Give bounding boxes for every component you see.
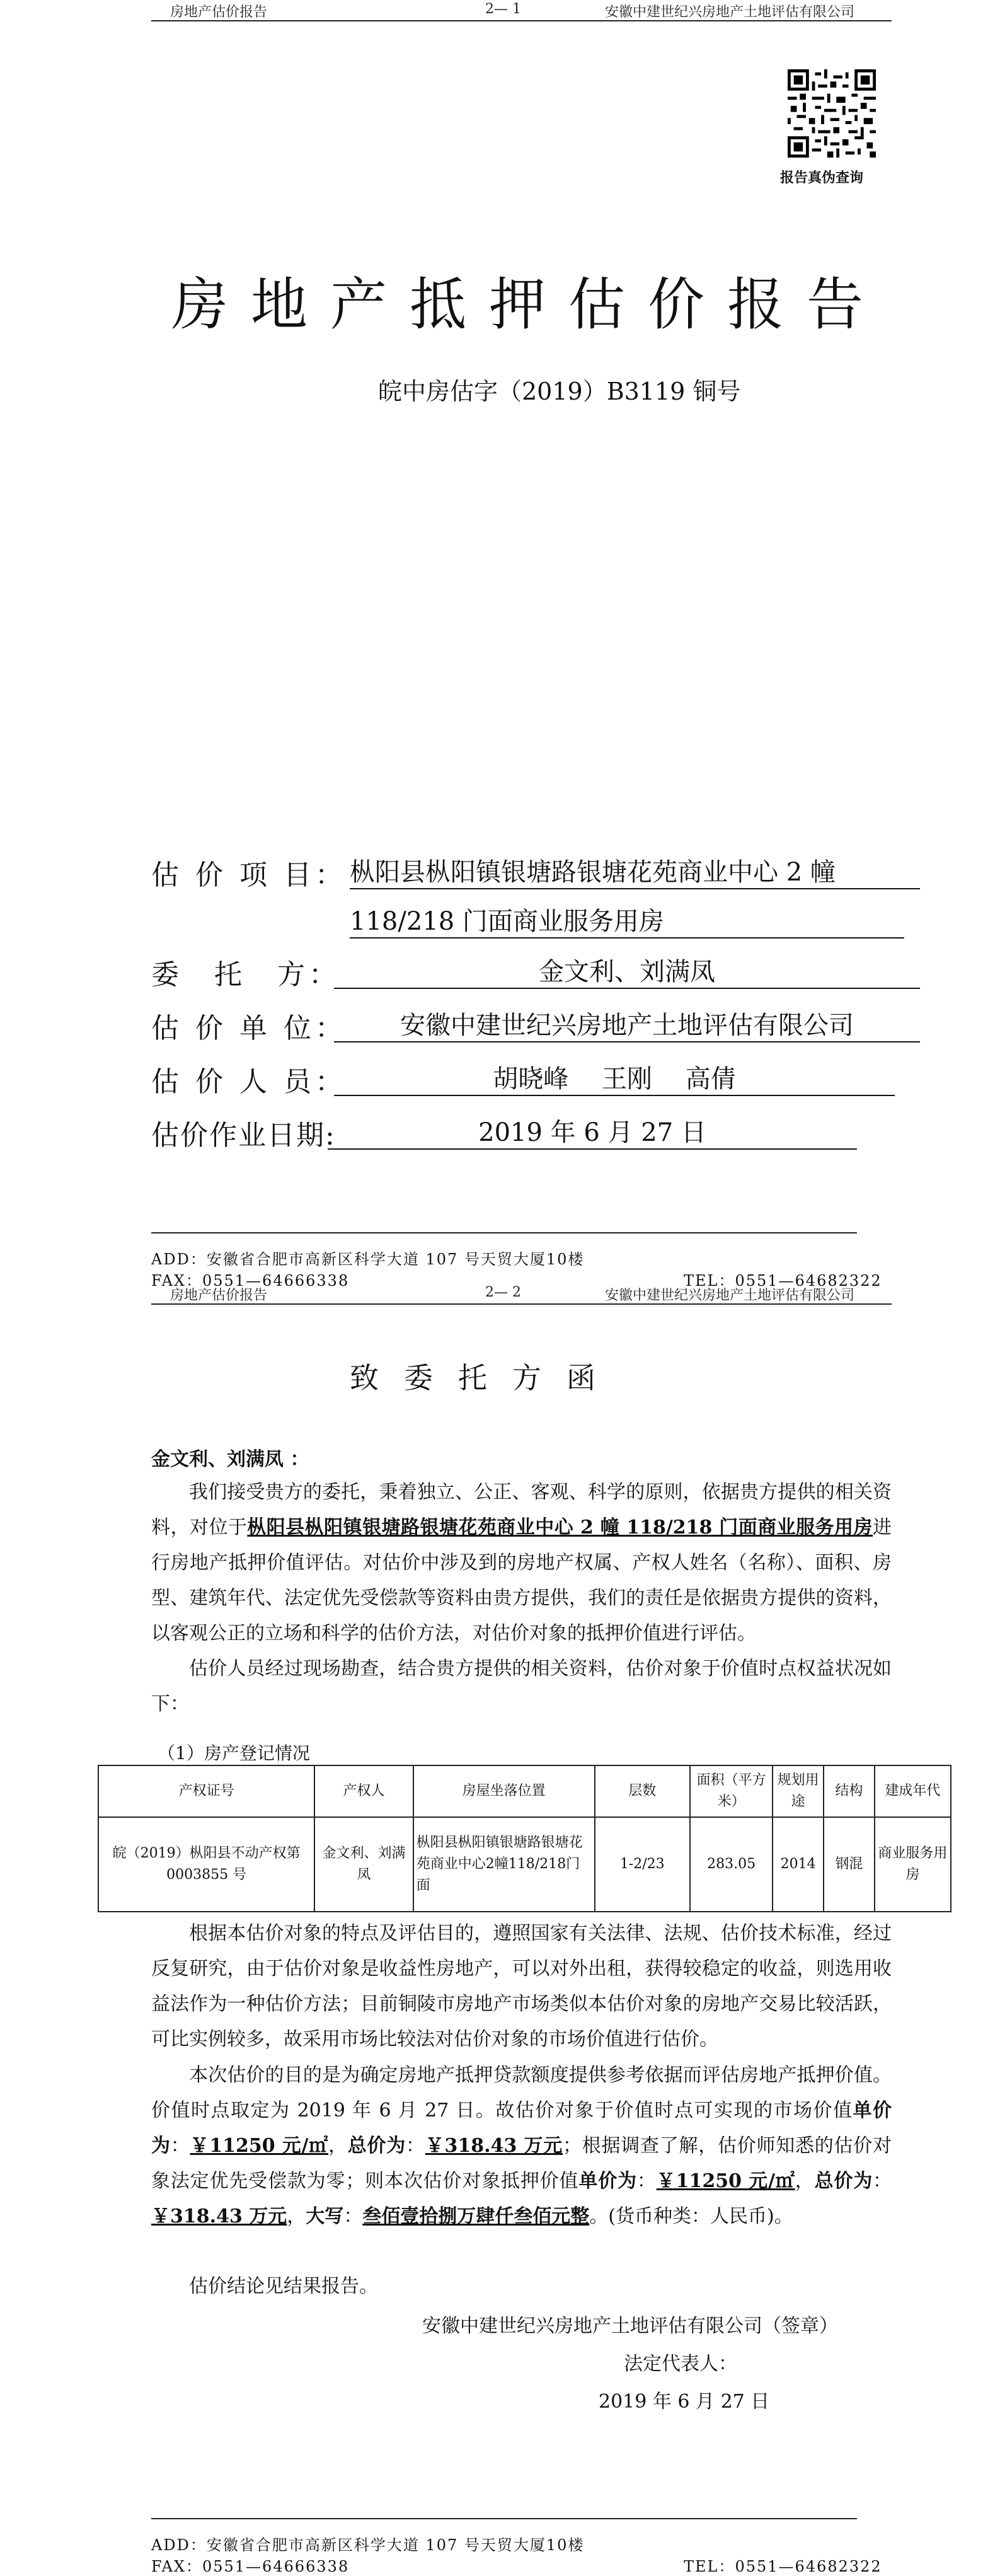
header-rule bbox=[151, 20, 892, 21]
report-number: 皖中房估字（2019）B3119 铜号 bbox=[378, 378, 741, 405]
table-cell-year: 2014 bbox=[773, 1817, 824, 1912]
footer-rule bbox=[151, 1232, 857, 1233]
paragraph-3: 根据本估价对象的特点及评估目的，遵照国家有关法律、法规、估价技术标准，经过反复研究，由于估价对象是收益性房地产，可以对外出租，获得较稳定的收益，则选用收益法作为一种估价方法；目前铜陵市房地产市场类似本估价对象的房地产交易比较活跃，可比实例较多，故采用市场比较法对估价对象的市场价值进行估价。 bbox=[151, 1922, 892, 2050]
paragraph-4-text: ： bbox=[343, 2205, 363, 2227]
qr-caption: 报告真伪查询 bbox=[780, 170, 864, 186]
unit-price-label: 单价为 bbox=[578, 2170, 637, 2192]
paragraph-1-text-c: 进行房地产抵押价值评估。对估价中涉及到的房地产权属、产权人姓名（名称）、面积、房型、建筑年代、法定优先受偿款等资料由贵方提供，我们的责任是依据贵方提供的资料，以客观公正的立场和科学的估价方法，对估价对象的抵押价值进行评估。 bbox=[151, 1516, 892, 1644]
capital-amount-label: 大写 bbox=[306, 2205, 344, 2227]
table-cell-location: 枞阳县枞阳镇银塘路银塘花苑商业中心2幢118/218门面 bbox=[413, 1817, 595, 1912]
table-header-cell: 结构 bbox=[824, 1765, 875, 1817]
table-header-cell: 层数 bbox=[595, 1765, 690, 1817]
capital-amount: 叁佰壹拾捌万肆仟叁佰元整 bbox=[362, 2205, 590, 2227]
footer-address: ADD：安徽省合肥市高新区科学大道 107 号天贸大厦10楼 bbox=[151, 1250, 585, 1268]
market-total-price: ￥318.43 万元 bbox=[425, 2135, 563, 2157]
paragraph-4-text: ；根据调查了解，估价师知悉的估价对象法定优先受偿款为零；则本次估价对象抵押价值 bbox=[151, 2135, 892, 2192]
market-unit-price: ￥11250 元/㎡ bbox=[190, 2135, 329, 2157]
field-value-appraisers: 胡晓峰 王刚 高倩 bbox=[334, 1059, 895, 1096]
table-cell-structure: 钢混 bbox=[824, 1817, 875, 1912]
field-label-date: 估价作业日期: bbox=[151, 1119, 336, 1152]
unit-price-label: 单价为 bbox=[151, 2099, 892, 2157]
paragraph-1 bbox=[151, 1475, 892, 1651]
paragraph-4 bbox=[151, 2058, 892, 2234]
field-label-appraisers: 估 价 人 员： bbox=[151, 1066, 347, 1098]
property-address: 枞阳县枞阳镇银塘路银塘花苑商业中心 2 幢 118/218 门面商业服务用房 bbox=[247, 1516, 873, 1539]
field-value-date: 2019 年 6 月 27 日 bbox=[328, 1112, 857, 1150]
table-header-cell: 规划用途 bbox=[773, 1765, 824, 1817]
footer-tel: TEL：0551—64682322 bbox=[684, 1272, 882, 1290]
table-row bbox=[98, 1817, 951, 1912]
table-header-cell: 产权证号 bbox=[98, 1765, 314, 1817]
table-header-cell: 面积（平方米） bbox=[690, 1765, 773, 1817]
report-title: 房地产抵押估价报告 bbox=[171, 272, 886, 338]
registration-table bbox=[98, 1765, 951, 1912]
table-cell-owner: 金文利、刘满凤 bbox=[314, 1817, 413, 1912]
table-cell-area: 283.05 bbox=[690, 1817, 773, 1912]
footer-tel: TEL：0551—64682322 bbox=[684, 2558, 882, 2575]
page-header-left: 房地产估价报告 bbox=[170, 4, 268, 20]
paragraph-4-text: ， bbox=[328, 2135, 348, 2157]
table-caption: （1）房产登记情况 bbox=[158, 1743, 310, 1764]
table-cell-cert-no: 皖（2019）枞阳县不动产权第 0003855 号 bbox=[98, 1817, 314, 1912]
table-cell-use: 商业服务用房 bbox=[875, 1817, 951, 1912]
page-header-number: 2— 2 bbox=[485, 1285, 521, 1300]
mortgage-unit-price: ￥11250 元/㎡ bbox=[656, 2170, 795, 2192]
footer-fax: FAX：0551—64666338 bbox=[151, 2558, 350, 2575]
field-label-client: 委 托 方： bbox=[151, 959, 340, 991]
paragraph-1-text-a: 我们接受贵方的委托，秉着独立、公正、客观、科学的原则，依据贵方提供的相关资料，对位于 bbox=[151, 1481, 892, 1539]
total-price-label: 总价为 bbox=[347, 2135, 406, 2157]
page-header-right: 安徽中建世纪兴房地产土地评估有限公司 bbox=[605, 1288, 855, 1303]
field-value-item-line1: 枞阳县枞阳镇银塘路银塘花苑商业中心 2 幢 bbox=[350, 852, 920, 889]
signature-legal-rep: 法定代表人： bbox=[624, 2353, 737, 2375]
qr-code-icon[interactable] bbox=[788, 69, 876, 158]
field-label-appraiser-org: 估 价 单 位： bbox=[151, 1012, 347, 1044]
field-value-item-line2: 118/218 门面商业服务用房 bbox=[350, 901, 904, 939]
total-price-label: 总价为 bbox=[814, 2170, 873, 2192]
paragraph-4-text: ： bbox=[170, 2135, 190, 2157]
paragraph-4-text: ， bbox=[287, 2205, 306, 2227]
mortgage-total-price: ￥318.43 万元 bbox=[151, 2205, 287, 2227]
paragraph-4-text: 。(货币种类：人民币)。 bbox=[589, 2205, 793, 2227]
page-header-right: 安徽中建世纪兴房地产土地评估有限公司 bbox=[605, 4, 855, 20]
paragraph-2: 估价人员经过现场勘查，结合贵方提供的相关资料，估价对象于价值时点权益状况如下： bbox=[151, 1658, 892, 1715]
paragraph-4-text: 本次估价的目的是为确定房地产抵押贷款额度提供参考依据而评估房地产抵押价值。价值时点取定为 2019 年 6 月 27 日。故估价对象于价值时点可实现的市场价值 bbox=[151, 2064, 892, 2122]
field-value-client: 金文利、刘满凤 bbox=[334, 952, 920, 989]
table-cell-floors: 1-2/23 bbox=[595, 1817, 690, 1912]
page-header-number: 2— 1 bbox=[485, 1, 521, 17]
letter-salutation: 金文利、刘满凤 ： bbox=[151, 1448, 309, 1470]
paragraph-4-text: ， bbox=[795, 2170, 815, 2192]
paragraph-4-text: ： bbox=[873, 2170, 892, 2192]
page-header-left: 房地产估价报告 bbox=[170, 1288, 268, 1303]
field-label-item: 估 价 项 目： bbox=[151, 859, 347, 891]
header-rule bbox=[151, 1303, 892, 1305]
paragraph-5: 估价结论见结果报告。 bbox=[189, 2275, 378, 2297]
table-header-cell: 产权人 bbox=[314, 1765, 413, 1817]
letter-title: 致委托方函 bbox=[350, 1361, 621, 1395]
signature-date: 2019 年 6 月 27 日 bbox=[599, 2391, 770, 2413]
table-header-cell: 建成年代 bbox=[875, 1765, 951, 1817]
footer-address: ADD：安徽省合肥市高新区科学大道 107 号天贸大厦10楼 bbox=[151, 2536, 585, 2554]
paragraph-4-text: ： bbox=[636, 2170, 657, 2192]
field-value-appraiser-org: 安徽中建世纪兴房地产土地评估有限公司 bbox=[334, 1005, 920, 1043]
paragraph-4-text: ： bbox=[406, 2135, 425, 2157]
table-header-cell: 房屋坐落位置 bbox=[413, 1765, 595, 1817]
signature-company: 安徽中建世纪兴房地产土地评估有限公司（签章） bbox=[422, 2315, 838, 2337]
table-header-row bbox=[98, 1765, 951, 1817]
footer-rule bbox=[151, 2518, 857, 2519]
footer-fax: FAX：0551—64666338 bbox=[151, 1272, 350, 1290]
